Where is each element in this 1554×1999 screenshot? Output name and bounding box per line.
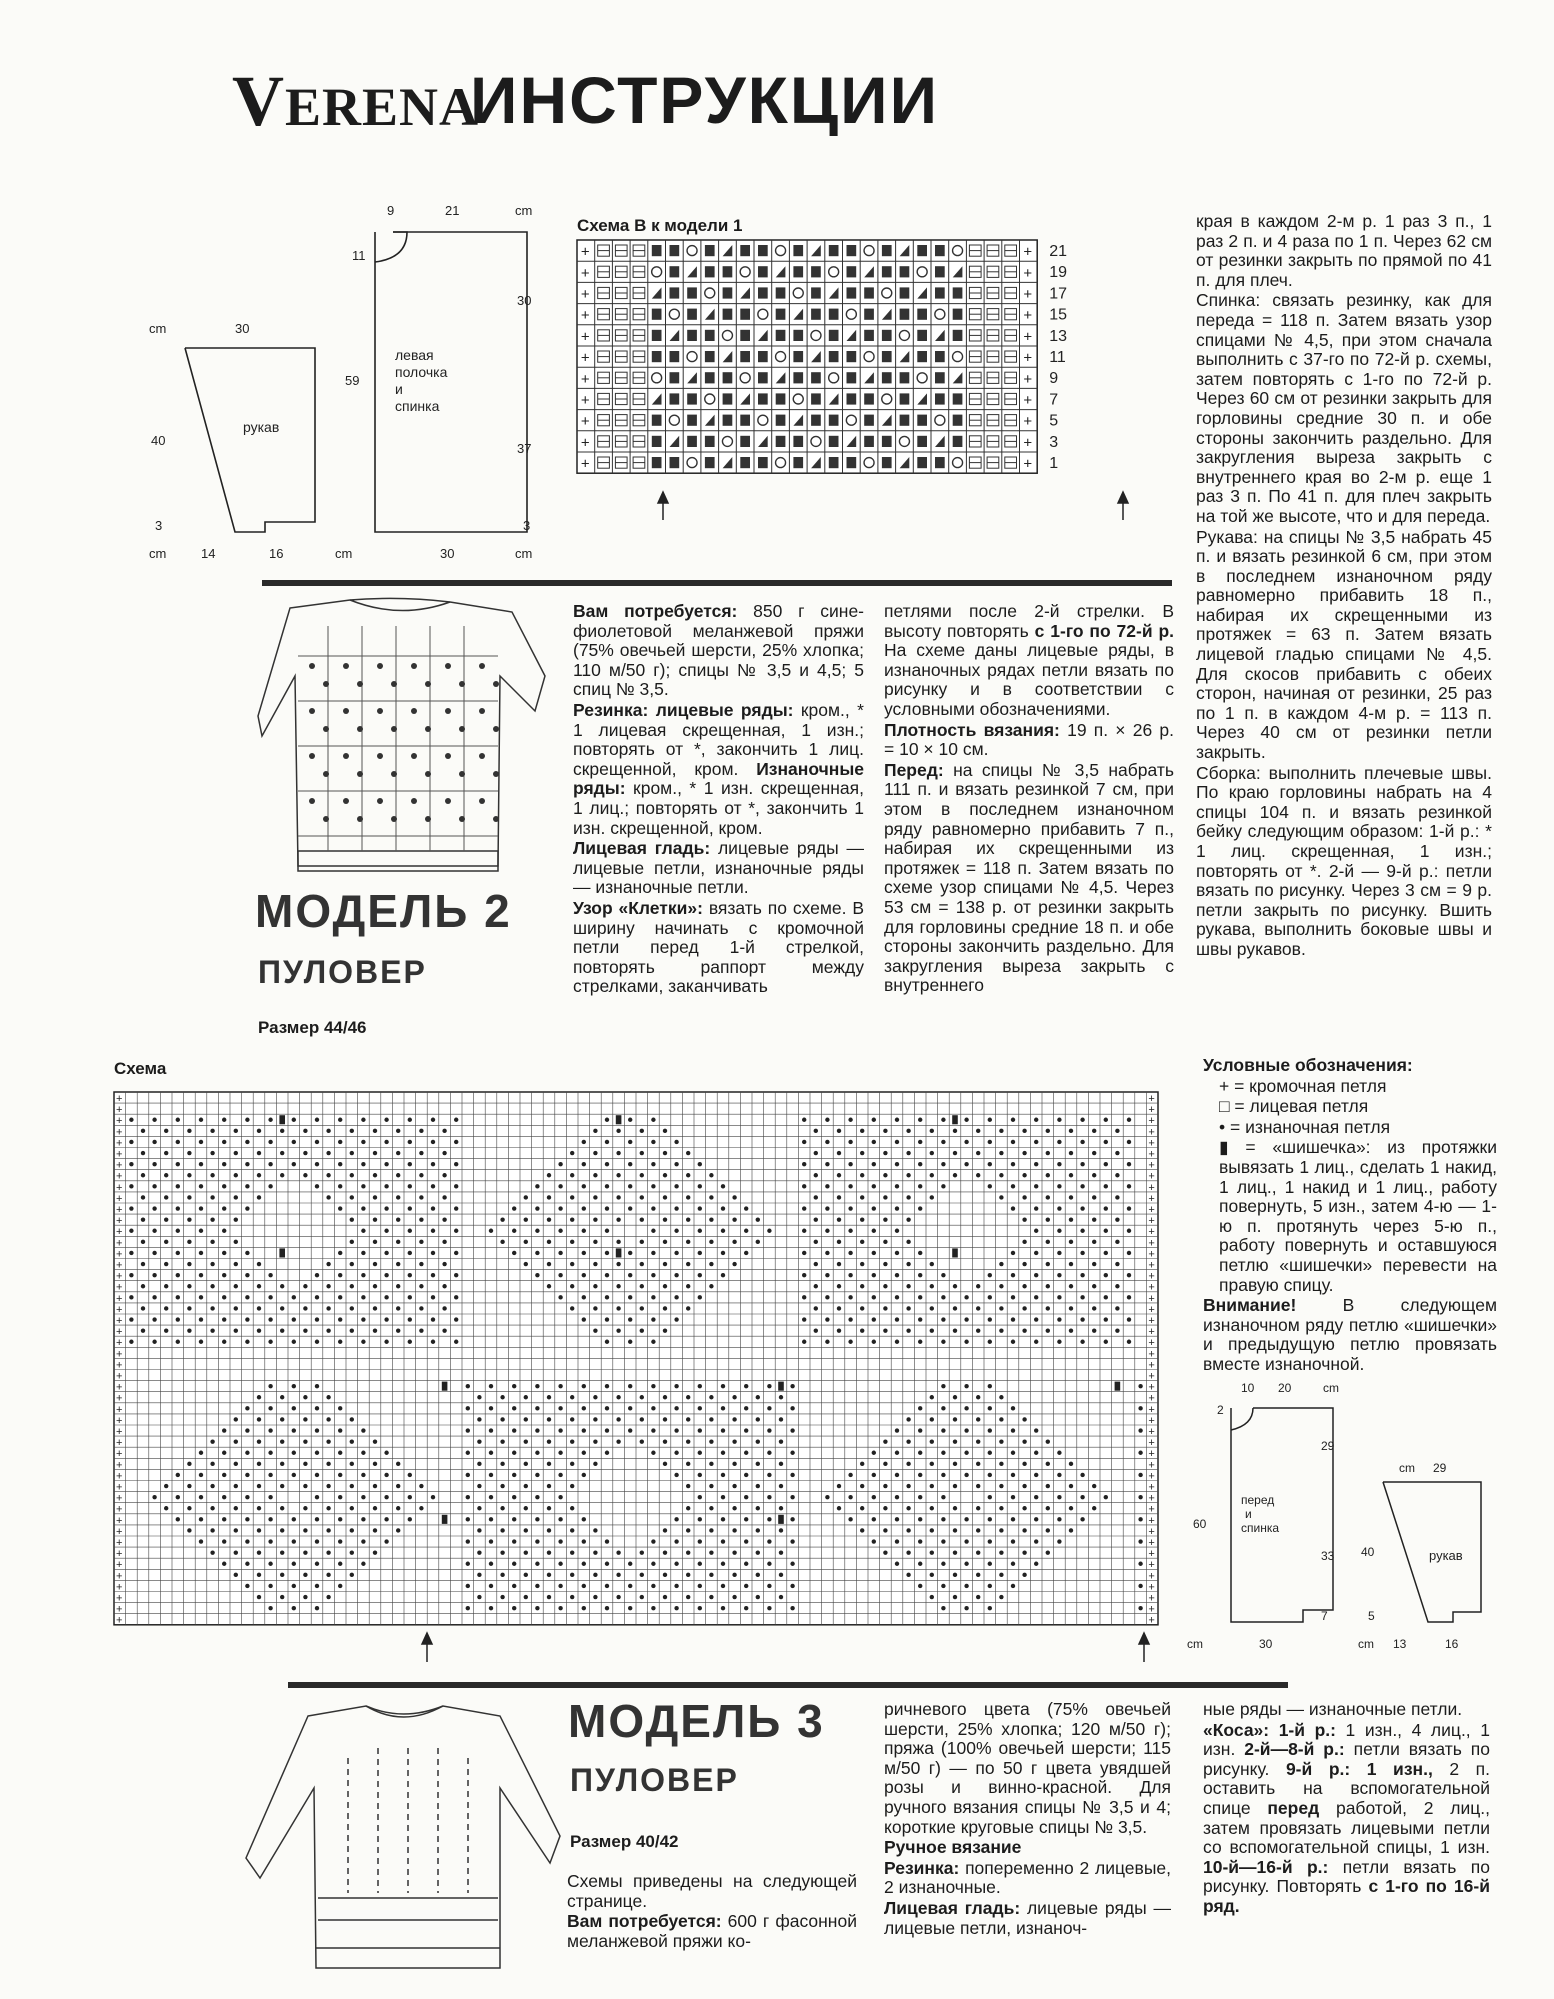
model2-text-col1: Вам потребуется: 850 г сине-фиолетовой меланжевой пряжи (75% овечьей шерсти, 25% хлопка; 110 м/50 г); спицы № 3,5 и 4,5; 5 спиц № 3,5. Резинка: лицевые ряды: кром., * 1 лицевая скрещенная, 1 изн.; повторять от *, закончить 1 лиц. скрещенной, кром. Изнаночные ряды: кром., * 1 изн. скрещенная, 1 лиц.; повторять от *, закончить 1 изн. скрещенной, кром. Лицевая гладь: лицевые ряды — лицевые петли, изнаночные ряды — изнаночные петли. Узор «Клетки»: вязать по схеме. В ширину начинать с кромочной петли перед 1-й стрелкой, повторять раппорт между стрелками, заканчивать	[573, 601, 865, 997]
row-number: 1	[1049, 455, 1059, 472]
svg-text:спинка: спинка	[395, 398, 440, 414]
svg-text:+: +	[1148, 1159, 1155, 1172]
section-divider	[288, 1682, 1288, 1688]
svg-text:рукав: рукав	[1429, 1548, 1463, 1563]
svg-text:+: +	[1148, 1192, 1155, 1205]
svg-text:+: +	[116, 1492, 123, 1505]
svg-text:+: +	[1148, 1570, 1155, 1583]
svg-text:+: +	[116, 1370, 123, 1383]
model2-title: МОДЕЛЬ 2	[255, 885, 512, 937]
svg-text:29: 29	[1321, 1439, 1335, 1453]
row-number: 7	[1049, 391, 1059, 409]
svg-text:+: +	[116, 1104, 123, 1117]
svg-text:cm: cm	[1358, 1637, 1374, 1651]
model2-subtitle: ПУЛОВЕР	[258, 954, 427, 990]
svg-text:cm: cm	[1187, 1637, 1203, 1651]
svg-text:+: +	[116, 1348, 123, 1361]
svg-text:cm: cm	[149, 321, 167, 336]
svg-text:33: 33	[1321, 1549, 1335, 1563]
svg-text:+: +	[1148, 1292, 1155, 1305]
svg-text:2: 2	[1217, 1403, 1224, 1417]
svg-text:+: +	[1148, 1270, 1155, 1283]
svg-text:и: и	[1245, 1507, 1252, 1521]
model3-text-col3: ные ряды — изнаночные петли. «Коса»: 1-й р.: 1 изн., 4 лиц., 1 изн. 2-й—8-й р.: петли вязать по рисунку. 9-й р.: 1 изн., 2 п. оставить на вспомогательной спице перед работой, 2 лиц., затем провязать лицевыми петли со вспомогательной спицы, 1 изн. 10-й—16-й р.: петли вязать по рисунку. Повторять с 1-го по 16-й ряд.	[1203, 1699, 1491, 1916]
svg-text:+: +	[1148, 1448, 1155, 1461]
svg-text:+: +	[116, 1426, 123, 1438]
svg-text:+: +	[1148, 1603, 1155, 1616]
svg-text:+: +	[1148, 1559, 1155, 1572]
model2-text-col2: петлями после 2-й стрелки. В высоту повторять с 1-го по 72-й р. На схеме даны лицевые ряды, в изнаночных рядах петли вязать по рисунку и в соответствии с условными обозначениями. Плотность вязания: 19 п. × 26 р. = 10 × 10 см. Перед: на спицы № 3,5 набрать 111 п. и вязать резинкой 7 см, при этом в последнем изнаночном ряду равномерно прибавить 7 п., набирая их скрещенными из протяжек = 118 п. Затем вязать по схеме узор спицами № 4,5. Через 53 см = 138 р. от резинки закрыть для горловины средние 18 п. и обе стороны закончить раздельно. Для закругления выреза закрыть с внутреннего	[884, 601, 1174, 996]
svg-text:+: +	[1148, 1525, 1155, 1538]
row-number: 21	[1049, 243, 1067, 260]
svg-text:+: +	[116, 1525, 123, 1538]
svg-text:+: +	[580, 434, 590, 452]
svg-text:+: +	[116, 1437, 123, 1450]
svg-text:+: +	[1148, 1226, 1155, 1239]
svg-text:30: 30	[517, 293, 532, 308]
svg-text:+: +	[1023, 243, 1033, 261]
model1-continued-text: края в каждом 2-м р. 1 раз 3 п., 1 раз 2 п. и 4 раза по 1 п. Через 62 см от резинки закрыть по прямой по 41 п. для плеч. Спинка: связать резинку, как для переда = 118 п. Затем вязать узор спицами № 4,5, при этом сначала выполнить с 37-го по 72-й р. схемы, затем повторять с 1-го по 72-й р. Через 60 см от резинки закрыть для горловины средние 30 п. и обе стороны закончить раздельно. Для закругления выреза закрыть с внутреннего края во 2-м р. еще 1 раз 3 п. По 41 п. для плеч закрыть на той же высоте, что и для переда. Рукава: на спицы № 3,5 набрать 45 п. и вязать резинкой 6 см, при этом в последнем изнаночном ряду равномерно прибавить 18 п., набирая их скрещенными из протяжек = 63 п. Затем вязать лицевой гладью спицами № 4,5. Для скосов прибавить с обеих сторон, начиная от резинки, 25 раз по 1 п. в каждом 4-м р. = 113 п. Через 40 см от резинки петли закрыть. Сборка: выполнить плечевые швы. По краю горловины набрать на 4 спицы 104 п. и вязать резинкой бейку следующим образом: 1-й р.: * 1 лиц. скрещенная, 1 изн.; повторять от *. 2-й — 9-й р.: петли вязать по рисунку. Через 3 см = 9 р. петли закрыть по рисунку. Вшить рукава, выполнить боковые швы и швы рукавов.	[1196, 211, 1492, 959]
svg-text:cm: cm	[515, 203, 533, 218]
svg-text:+: +	[580, 328, 590, 346]
svg-text:+: +	[1148, 1104, 1155, 1117]
svg-text:+: +	[116, 1603, 123, 1616]
svg-text:40: 40	[151, 433, 166, 448]
model3-size: Размер 40/42	[570, 1832, 679, 1851]
svg-text:+: +	[116, 1514, 123, 1527]
svg-text:+: +	[1148, 1459, 1155, 1472]
model2-pattern-diagrams	[1183, 1380, 1493, 1660]
svg-text:37: 37	[517, 441, 532, 456]
svg-text:и: и	[395, 381, 403, 397]
svg-text:13: 13	[1393, 1637, 1407, 1651]
svg-text:10: 10	[1241, 1381, 1255, 1395]
svg-text:+: +	[1023, 434, 1033, 452]
svg-text:+: +	[1148, 1437, 1155, 1450]
svg-text:+: +	[580, 413, 590, 431]
svg-text:+: +	[1148, 1392, 1155, 1405]
svg-text:+: +	[1148, 1326, 1155, 1339]
svg-text:+: +	[116, 1403, 123, 1416]
svg-text:+: +	[1148, 1170, 1155, 1183]
svg-text:3: 3	[523, 518, 531, 533]
svg-text:+: +	[1148, 1181, 1155, 1194]
svg-text:+: +	[116, 1159, 123, 1172]
svg-text:+: +	[1148, 1403, 1155, 1416]
svg-text:+: +	[116, 1215, 123, 1228]
svg-text:+: +	[116, 1392, 123, 1405]
svg-text:+: +	[1148, 1204, 1155, 1216]
svg-text:+: +	[116, 1237, 123, 1250]
svg-text:+: +	[1148, 1470, 1155, 1483]
svg-text:+: +	[1148, 1414, 1155, 1427]
svg-text:+: +	[116, 1259, 123, 1272]
svg-text:+: +	[580, 286, 590, 303]
svg-text:+: +	[116, 1248, 123, 1261]
svg-text:+: +	[580, 370, 590, 388]
svg-text:перед: перед	[1241, 1493, 1275, 1507]
svg-text:+: +	[116, 1503, 123, 1516]
svg-text:+: +	[116, 1315, 123, 1327]
row-number: 13	[1049, 327, 1067, 345]
svg-text:3: 3	[155, 518, 163, 533]
svg-text:+: +	[116, 1093, 123, 1105]
svg-text:+: +	[116, 1137, 123, 1150]
svg-text:11: 11	[352, 248, 366, 263]
svg-text:+: +	[1023, 307, 1033, 325]
svg-text:+: +	[1148, 1337, 1155, 1350]
svg-text:+: +	[580, 243, 590, 261]
svg-text:+: +	[1148, 1126, 1155, 1139]
svg-text:+: +	[1148, 1348, 1155, 1361]
svg-text:+: +	[116, 1170, 123, 1183]
svg-text:+: +	[1023, 328, 1033, 346]
svg-text:+: +	[1023, 370, 1033, 388]
svg-text:+: +	[116, 1448, 123, 1461]
model3-text-col1: Схемы приведены на следующей странице. Вам потребуется: 600 г фасонной меланжевой пряжи ко-	[567, 1871, 857, 1951]
svg-text:+: +	[116, 1181, 123, 1194]
svg-text:+: +	[116, 1281, 123, 1294]
model3-text-col2: ричневого цвета (75% овечьей шерсти, 25% хлопка; 120 м/50 г); пряжа (100% овечьей шерсти; 115 м/50 г) — по 50 г цвета увядшей розы и винно-красной. Для ручного вязания спицы № 3,5 и 4; короткие круговые спицы № 3,5. Ручное вязание Резинка: попеременно 2 лицевые, 2 изнаночные. Лицевая гладь: лицевые ряды — лицевые петли, изнаноч-	[884, 1699, 1171, 1938]
svg-text:+: +	[116, 1581, 123, 1594]
svg-text:+: +	[1148, 1281, 1155, 1294]
svg-text:+: +	[580, 307, 590, 325]
svg-text:+: +	[116, 1381, 123, 1394]
svg-text:+: +	[1148, 1137, 1155, 1150]
row-number: 3	[1049, 433, 1059, 451]
svg-text:cm: cm	[1399, 1461, 1415, 1475]
svg-text:+: +	[116, 1459, 123, 1472]
svg-text:+: +	[116, 1470, 123, 1483]
svg-text:+: +	[1148, 1093, 1155, 1105]
svg-text:+: +	[1148, 1148, 1155, 1161]
svg-text:16: 16	[1445, 1637, 1459, 1651]
svg-text:60: 60	[1193, 1517, 1207, 1531]
svg-text:+: +	[1148, 1492, 1155, 1505]
svg-text:40: 40	[1361, 1545, 1375, 1559]
row-number: 11	[1049, 349, 1066, 366]
svg-text:+: +	[116, 1481, 123, 1494]
svg-text:+: +	[1148, 1581, 1155, 1594]
row-number: 9	[1049, 370, 1059, 388]
svg-text:cm: cm	[1323, 1381, 1339, 1395]
svg-text:9: 9	[387, 203, 395, 218]
svg-text:30: 30	[440, 546, 455, 561]
svg-text:+: +	[1023, 264, 1033, 282]
svg-text:+: +	[1023, 455, 1033, 473]
svg-text:+: +	[1148, 1548, 1155, 1561]
svg-text:cm: cm	[149, 546, 167, 561]
svg-text:+: +	[116, 1548, 123, 1561]
svg-text:+: +	[1148, 1592, 1155, 1605]
svg-text:спинка: спинка	[1241, 1521, 1280, 1535]
svg-text:+: +	[1148, 1303, 1155, 1316]
svg-text:+: +	[580, 349, 590, 367]
svg-text:+: +	[1148, 1503, 1155, 1516]
svg-text:+: +	[116, 1115, 123, 1128]
svg-text:20: 20	[1278, 1381, 1292, 1395]
svg-text:+: +	[116, 1303, 123, 1316]
svg-text:+: +	[116, 1126, 123, 1139]
svg-text:+: +	[116, 1570, 123, 1583]
svg-text:7: 7	[1321, 1609, 1328, 1623]
svg-text:29: 29	[1433, 1461, 1447, 1475]
svg-text:+: +	[1148, 1215, 1155, 1228]
svg-text:+: +	[116, 1204, 123, 1216]
svg-text:+: +	[1148, 1248, 1155, 1261]
svg-text:левая: левая	[395, 347, 434, 363]
svg-text:+: +	[1023, 286, 1033, 303]
svg-text:+: +	[116, 1592, 123, 1605]
model2-size: Размер 44/46	[258, 1018, 367, 1037]
svg-text:полочка: полочка	[395, 364, 448, 380]
svg-text:+: +	[1148, 1537, 1155, 1549]
svg-text:+: +	[1148, 1481, 1155, 1494]
svg-text:+: +	[116, 1270, 123, 1283]
svg-text:16: 16	[269, 546, 284, 561]
svg-text:14: 14	[201, 546, 216, 561]
chart-b-title: Схема В к модели 1	[577, 216, 743, 235]
svg-text:21: 21	[445, 203, 460, 218]
svg-text:+: +	[116, 1292, 123, 1305]
svg-text:+: +	[116, 1414, 123, 1427]
model1-pattern-diagrams	[145, 200, 565, 570]
svg-text:+: +	[116, 1326, 123, 1339]
svg-text:+: +	[116, 1614, 123, 1627]
svg-text:+: +	[1148, 1426, 1155, 1438]
svg-text:+: +	[1148, 1381, 1155, 1394]
model2-chart-title: Схема	[114, 1059, 167, 1078]
svg-text:+: +	[1148, 1370, 1155, 1383]
svg-text:+: +	[1148, 1237, 1155, 1250]
svg-text:+: +	[1148, 1614, 1155, 1627]
svg-text:5: 5	[1368, 1609, 1375, 1623]
svg-text:+: +	[116, 1337, 123, 1350]
svg-text:+: +	[116, 1359, 123, 1372]
svg-text:+: +	[116, 1537, 123, 1549]
svg-text:+: +	[116, 1559, 123, 1572]
svg-text:59: 59	[345, 373, 360, 388]
model2-legend: Условные обозначения: + = кромочная петля □ = лицевая петля • = изнаночная петля ▮ = «шишечка»: из протяжки вывязать 1 лиц., сделать 1 накид, 1 лиц., 1 накид и 1 лиц., работу повернуть, 5 изн., затем 4-ю — 1-ю п. протянуть через 5-ю п., работу повернуть и оставшуюся петлю «шишечки» перевести на правую спицу. Внимание! В следующем изнаночном ряду петлю «шишечки» и предыдущую петлю провязать вместе изнаночной.	[1203, 1055, 1497, 1374]
chart-b-grid	[575, 238, 1190, 523]
model2-chart-grid	[112, 1090, 1172, 1670]
svg-text:30: 30	[235, 321, 250, 336]
svg-text:+: +	[116, 1148, 123, 1161]
svg-text:+: +	[580, 392, 590, 409]
model2-sweater-illustration	[250, 596, 550, 886]
row-number: 17	[1049, 285, 1067, 303]
svg-text:+: +	[1148, 1514, 1155, 1527]
svg-text:+: +	[580, 455, 590, 473]
model3-subtitle: ПУЛОВЕР	[570, 1762, 739, 1798]
model3-title: МОДЕЛЬ 3	[568, 1695, 825, 1747]
model3-sweater-illustration	[238, 1698, 568, 1978]
svg-text:+: +	[1148, 1115, 1155, 1128]
svg-text:+: +	[1023, 392, 1033, 409]
svg-text:cm: cm	[515, 546, 533, 561]
row-number: 19	[1049, 264, 1067, 282]
svg-text:+: +	[1148, 1359, 1155, 1372]
row-number: 5	[1049, 412, 1059, 430]
svg-text:+: +	[580, 264, 590, 282]
page-title: ИНСТРУКЦИИ	[470, 63, 940, 137]
brand-logo: VERENA	[232, 61, 480, 141]
svg-text:cm: cm	[335, 546, 353, 561]
row-number: 15	[1049, 306, 1067, 324]
svg-text:+: +	[116, 1226, 123, 1239]
svg-text:+: +	[1023, 349, 1033, 367]
svg-text:+: +	[116, 1192, 123, 1205]
svg-text:+: +	[1148, 1315, 1155, 1327]
svg-text:+: +	[1023, 413, 1033, 431]
svg-text:+: +	[1148, 1259, 1155, 1272]
sleeve-label: рукав	[243, 419, 280, 435]
svg-text:30: 30	[1259, 1637, 1273, 1651]
section-divider	[262, 580, 1172, 586]
